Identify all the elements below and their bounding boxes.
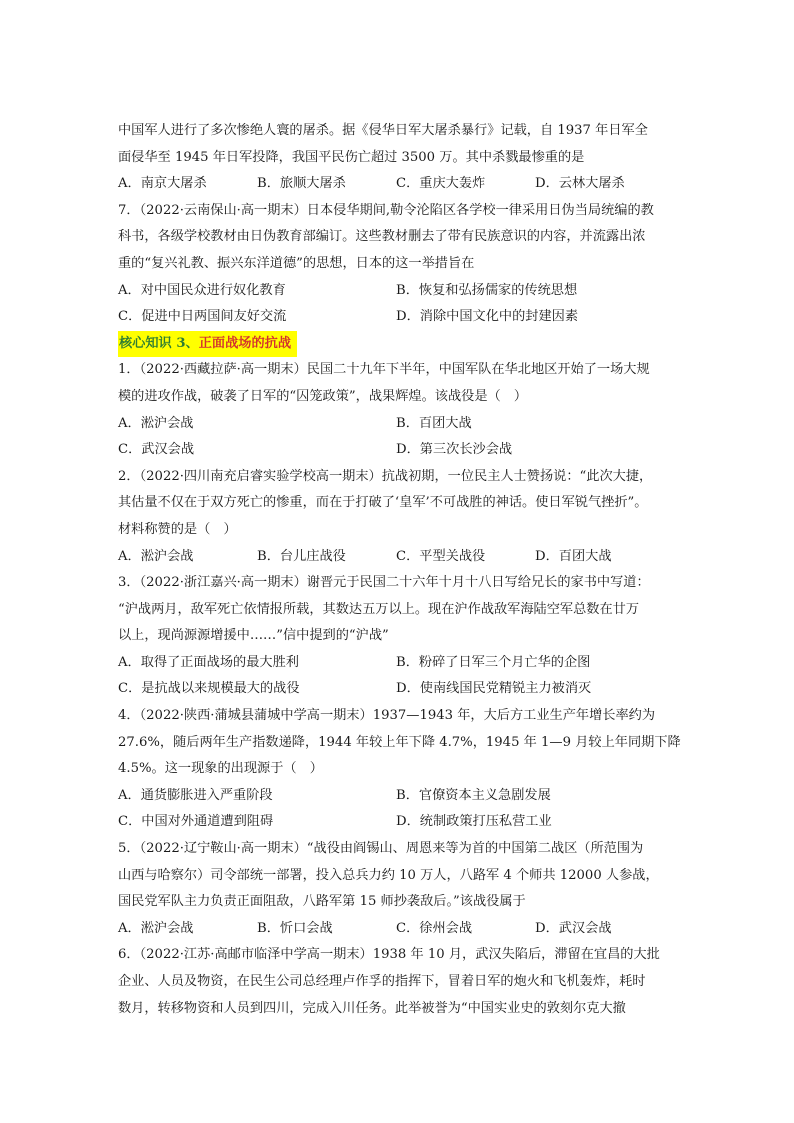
question-stem-line: 3．（2022·浙江嘉兴·高一期末）谢晋元于民国二十六年十月十八日写给兄长的家书中写道：: [118, 575, 650, 591]
question-6: [118, 942, 678, 1022]
option-b: B．粉碎了日军三个月亡华的企图: [396, 654, 591, 670]
option-row: [118, 650, 678, 677]
question-stem-line: 4．（2022·陕西·蒲城县蒲城中学高一期末）1937—1943 年，大后方工业生产年增长率约为: [118, 708, 656, 724]
option-c: C．是抗战以来规模最大的战役: [118, 681, 300, 697]
section-heading: [118, 331, 297, 358]
question-stem-line: 4.5%。这一现象的出现源于（ ）: [118, 761, 323, 777]
option-b: B．官僚资本主义急剧发展: [396, 787, 551, 803]
question-stem-line: 7．（2022·云南保山·高一期末）日本侵华期间,勒令沦陷区各学校一律采用日伪当局统编的教: [118, 202, 654, 218]
question-stem-line: 面侵华至 1945 年日军投降，我国平民伤亡超过 3500 万。其中杀戮最惨重的是: [118, 149, 585, 165]
option-row: [118, 411, 678, 438]
option-b: B．百团大战: [396, 415, 472, 431]
question-stem-line: 2．（2022·四川南充启睿实验学校高一期末）抗战初期，一位民主人士赞扬说：“此次大捷，: [118, 468, 653, 484]
question-stem-line: 中国军人进行了多次惨绝人寰的屠杀。据《侵华日军大屠杀暴行》记载，自 1937 年日军全: [118, 123, 648, 138]
option-a: A．对中国民众进行奴化教育: [118, 282, 286, 298]
question-stem-line: 重的“复兴礼教、振兴东洋道德”的思想，日本的这一举措旨在: [118, 255, 475, 271]
question-stem-line: 数月，转移物资和人员到四川，完成入川任务。此举被誉为“中国实业史的敦刻尔克大撤: [118, 1000, 626, 1016]
option-c: C．徐州会战: [396, 920, 473, 936]
option-c: C．重庆大轰炸: [396, 176, 486, 192]
question-2: [118, 464, 678, 570]
question-5: [118, 836, 678, 942]
option-a: A．取得了正面战场的最大胜利: [118, 654, 299, 670]
option-c: C．平型关战役: [396, 548, 486, 564]
question-7: [118, 198, 678, 331]
question-stem-line: 山西与哈察尔）司令部统一部署，投入总兵力约 10 万人，八路军 4 个师共 12000 人参战，: [118, 867, 659, 883]
question-stem-line: 1．（2022·西藏拉萨·高一期末）民国二十九年下半年，中国军队在华北地区开始了一场大规: [118, 362, 650, 378]
option-d: D．使南线国民党精锐主力被消灭: [396, 681, 592, 697]
option-row: [118, 437, 678, 464]
option-row: [118, 278, 678, 305]
section-heading-title: 正面战场的抗战: [198, 335, 292, 351]
option-d: D．云林大屠杀: [535, 176, 625, 192]
option-row: [118, 171, 678, 198]
question-stem-line: 材料称赞的是（ ）: [118, 521, 237, 537]
option-c: C．促进中日两国间友好交流: [118, 309, 287, 325]
question-stem-line: 科书，各级学校教材由日伪教育部编订。这些教材删去了带有民族意识的内容，并流露出浓: [118, 229, 646, 245]
question-stem-line: 企业、人员及物资，在民生公司总经理卢作孚的指挥下，冒着日军的炮火和飞机轰炸，耗时: [118, 974, 646, 989]
question-3: [118, 570, 678, 703]
option-row: [118, 544, 678, 571]
question-stem-line: 其估量不仅在于双方死亡的惨重，而在于打破了‘皇军’不可战胜的神话。使日军锐气挫折”。: [118, 495, 648, 511]
question-6-continued: [118, 118, 678, 198]
option-c: C．中国对外通道遭到阻碍: [118, 814, 274, 830]
option-row: [118, 676, 678, 703]
section-heading-prefix: 核心知识 3、: [119, 335, 199, 351]
option-d: D．百团大战: [535, 548, 612, 564]
option-a: A．淞沪会战: [118, 920, 194, 936]
question-stem-line: 5．（2022·辽宁鞍山·高一期末）“战役由阎锡山、周恩来等为首的中国第二战区（所范围为: [118, 841, 644, 857]
option-b: B．恢复和弘扬儒家的传统思想: [396, 282, 578, 298]
option-b: B．台儿庄战役: [257, 548, 346, 564]
option-a: A．淞沪会战: [118, 548, 194, 564]
section-heading-row: [118, 331, 678, 358]
option-row: [118, 304, 678, 331]
question-stem-line: 27.6%，随后两年生产指数递降，1944 年较上年下降 4.7%，1945 年 1—9 月较上年同期下降: [118, 734, 681, 750]
question-stem-line: 模的进攻作战，破袭了日军的“囚笼政策”，战果辉煌。该战役是（ ）: [118, 388, 528, 404]
option-b: B．旅顺大屠杀: [257, 176, 346, 192]
question-1: [118, 357, 678, 463]
question-stem-line: 6．（2022·江苏·高邮市临泽中学高一期末）1938 年 10 月，武汉失陷后，滞留在宜昌的大批: [118, 947, 660, 963]
page-content: [118, 118, 681, 1022]
option-c: C．武汉会战: [118, 442, 195, 458]
option-row: [118, 809, 678, 836]
question-stem-line: 以上，现尚源源增援中……”信中提到的“沪战”: [118, 628, 389, 644]
option-row: [118, 783, 678, 810]
question-stem-line: “沪战两月，敌军死亡依情报所载，其数达五万以上。现在沪作战敌军海陆空军总数在廿万: [118, 601, 640, 617]
option-b: B．忻口会战: [257, 920, 333, 936]
option-a: A．通货膨胀进入严重阶段: [118, 787, 273, 803]
option-d: D．武汉会战: [535, 920, 612, 936]
question-4: [118, 703, 681, 836]
option-a: A．南京大屠杀: [118, 176, 207, 192]
option-d: D．消除中国文化中的封建因素: [396, 309, 579, 325]
option-d: D．统制政策打压私营工业: [396, 814, 552, 830]
question-stem-line: 国民党军队主力负责正面阻敌，八路军第 15 师抄袭敌后。”该战役属于: [118, 894, 526, 910]
option-row: [118, 916, 678, 943]
option-d: D．第三次长沙会战: [396, 442, 513, 458]
option-a: A．淞沪会战: [118, 415, 194, 431]
